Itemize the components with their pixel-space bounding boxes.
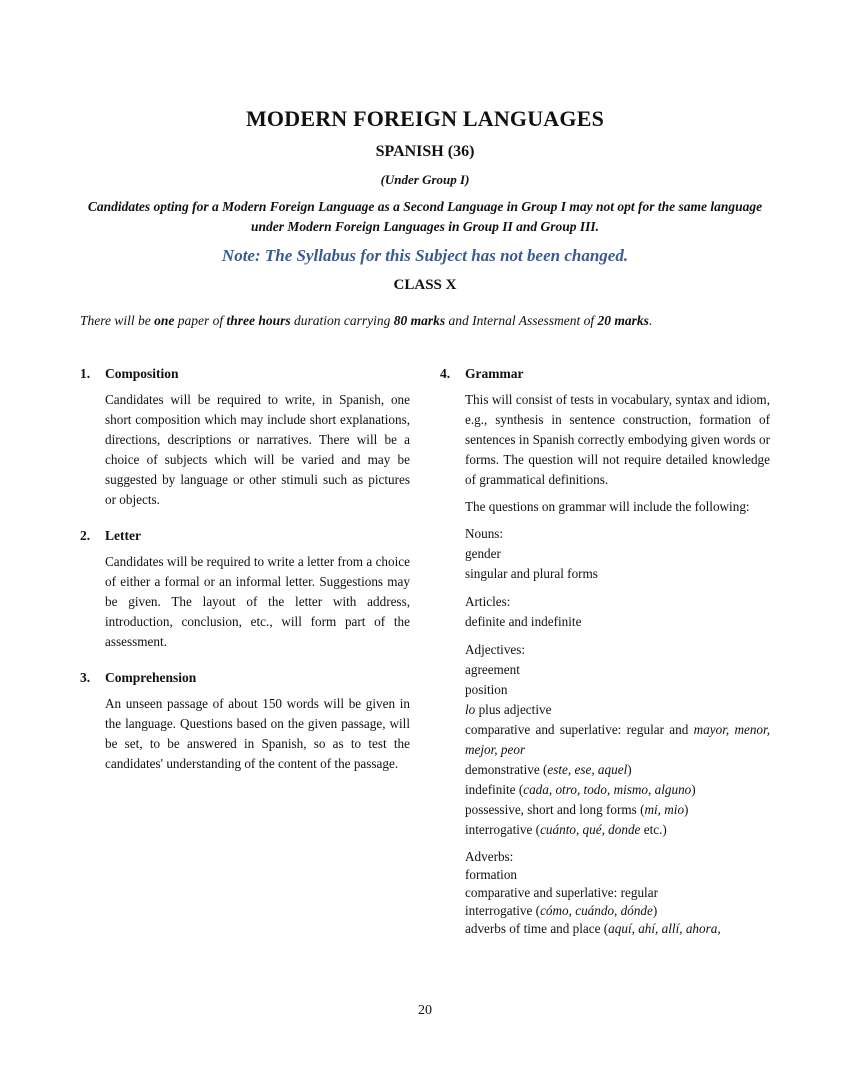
syllabus-note: Note: The Syllabus for this Subject has not been changed. [221, 246, 629, 265]
subject-subtitle: SPANISH (36) [375, 143, 475, 160]
section-text: Candidates will be required to write a letter from a choice of either a formal or an informal letter. Suggestions may be given. The layout of the letter with address, introduction, conclusion, etc., will form part of the assessment. [105, 554, 410, 649]
spanish-term: aquí, ahí, allí, ahora, [608, 921, 721, 936]
exam-intro [80, 313, 780, 329]
spanish-term: mi, mio [644, 802, 685, 817]
nouns-group [465, 524, 770, 584]
group-item [465, 720, 770, 760]
group-item [465, 920, 770, 938]
spanish-term: mayor, menor, mejor, peor [465, 722, 770, 757]
section-heading [80, 668, 410, 688]
section-number: 3. [80, 670, 91, 685]
group-item [465, 800, 770, 820]
section-heading [80, 364, 410, 384]
group-item [465, 760, 770, 780]
page-number: 20 [418, 1003, 432, 1018]
section-title: Comprehension [105, 670, 197, 685]
spanish-term: cada, otro, todo, mismo, alguno [523, 782, 692, 797]
instruction-text: Candidates opting for a Modern Foreign Language as a Second Language in Group I may not opt for the same language under Modern Foreign Languages in Group II and Group III. [87, 199, 763, 234]
intro-bold: one [154, 313, 175, 328]
item-text: ) [627, 762, 632, 777]
section-text: An unseen passage of about 150 words will be given in the language. Questions based on the given passage, will be set, to be answered in Spanish, so as to test the candidates' understanding of the content of the passage. [105, 696, 410, 771]
item-text: demonstrative ( [465, 762, 548, 777]
group-title: Articles: [465, 594, 511, 609]
intro-bold: 20 marks [597, 313, 649, 328]
section-title: Grammar [465, 366, 524, 381]
group-label: (Under Group I) [380, 172, 470, 187]
group-item: agreement [465, 662, 520, 677]
group-item: singular and plural forms [465, 566, 598, 581]
item-text: indefinite ( [465, 782, 524, 797]
group-item: formation [465, 867, 518, 882]
item-text: etc.) [640, 822, 667, 837]
spanish-term: cómo, cuándo, dónde [540, 903, 653, 918]
item-text: comparative and superlative: regular and [465, 722, 694, 737]
item-text: ) [691, 782, 696, 797]
grammar-paragraph: The questions on grammar will include the following: [465, 499, 750, 514]
intro-text: paper of [174, 313, 227, 328]
section-heading [80, 526, 410, 546]
section-title: Letter [105, 528, 141, 543]
section-heading [440, 364, 770, 384]
right-column [440, 364, 770, 946]
item-text: ) [684, 802, 689, 817]
group-item: position [465, 682, 508, 697]
item-text: possessive, short and long forms ( [465, 802, 645, 817]
group-item: gender [465, 546, 501, 561]
intro-text: There will be [80, 313, 155, 328]
articles-group [465, 592, 770, 632]
left-column [80, 364, 410, 790]
section-number: 4. [440, 366, 451, 381]
section-number: 1. [80, 366, 91, 381]
group-title: Nouns: [465, 526, 504, 541]
class-heading: CLASS X [393, 277, 457, 293]
item-text: interrogative ( [465, 822, 541, 837]
group-title: Adverbs: [465, 849, 514, 864]
section-composition [80, 364, 410, 510]
section-text: Candidates will be required to write, in Spanish, one short composition which may include short explanations, directions, descriptions or narratives. There will be a choice of subjects which will be varied and may be suggested by language or other stimuli such as pictures or objects. [105, 392, 410, 507]
adjectives-group [465, 640, 770, 840]
group-item [465, 700, 770, 720]
spanish-term: lo [465, 702, 476, 717]
section-number: 2. [80, 528, 91, 543]
item-text: adverbs of time and place ( [465, 921, 609, 936]
intro-text: . [648, 313, 653, 328]
intro-text: duration carrying [290, 313, 394, 328]
intro-bold: 80 marks [393, 313, 446, 328]
group-item [465, 820, 770, 840]
spanish-term: cuánto, qué, donde [540, 822, 641, 837]
group-item: comparative and superlative: regular [465, 885, 658, 900]
group-item [465, 780, 770, 800]
item-text: ) [652, 903, 658, 918]
group-item [465, 902, 770, 920]
intro-bold: three hours [226, 313, 291, 328]
group-title: Adjectives: [465, 642, 526, 657]
section-comprehension [80, 668, 410, 774]
item-text: interrogative ( [465, 903, 541, 918]
page-title: MODERN FOREIGN LANGUAGES [245, 106, 605, 131]
intro-text: and Internal Assessment of [445, 313, 598, 328]
group-item: definite and indefinite [465, 614, 582, 629]
grammar-paragraph: This will consist of tests in vocabulary, syntax and idiom, e.g., synthesis in sentence construction, formation of sentences in Spanish correctly embodying given words or forms. The question will not require detailed knowledge of grammatical definitions. [465, 392, 770, 487]
grammar-body [440, 390, 770, 938]
spanish-term: este, ese, aquel [547, 762, 628, 777]
section-title: Composition [105, 366, 179, 381]
adverbs-group [465, 848, 770, 938]
section-letter [80, 526, 410, 652]
item-text: plus adjective [475, 702, 552, 717]
